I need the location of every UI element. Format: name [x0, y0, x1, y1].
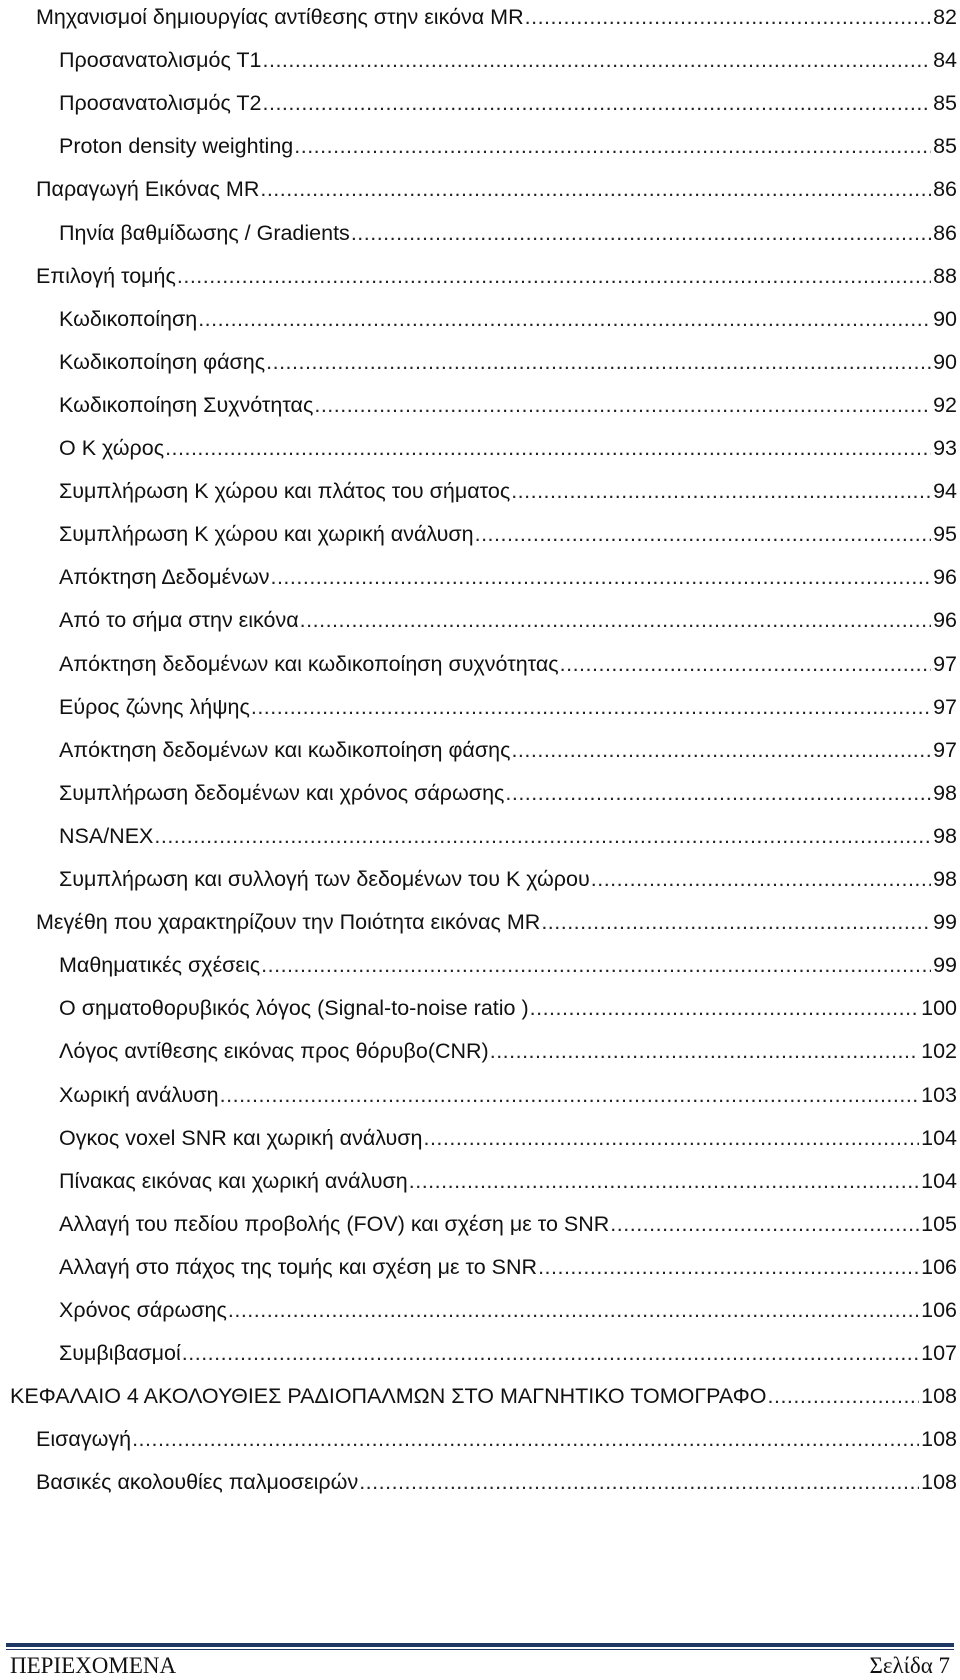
toc-entry[interactable] — [59, 129, 957, 159]
toc-entry-title: Παραγωγή Εικόνας MR — [36, 177, 260, 202]
toc-entry-page: 106 — [921, 1254, 957, 1279]
toc-entry[interactable] — [36, 905, 957, 935]
toc-entry-page: 99 — [933, 910, 957, 935]
toc-entry-title: Απόκτηση δεδομένων και κωδικοποίηση συχνότητας — [59, 651, 559, 676]
toc-entry-title: Μηχανισμοί δημιουργίας αντίθεσης στην εικόνα MR — [36, 5, 524, 29]
toc-entry-title: Μεγέθη που χαρακτηρίζουν την Ποιότητα εικόνας MR — [36, 910, 541, 935]
toc-dot-leader — [475, 521, 931, 547]
toc-entry-page: 105 — [921, 1211, 957, 1236]
toc-dot-leader — [530, 995, 919, 1021]
toc-entry-page: 97 — [933, 694, 957, 719]
toc-dot-leader — [266, 349, 931, 375]
toc-entry[interactable] — [59, 1207, 957, 1237]
toc-entry-page: 107 — [921, 1341, 957, 1366]
toc-entry-title: Επιλογή τομής — [36, 263, 176, 288]
toc-entry-page: 102 — [921, 1039, 957, 1064]
footer-divider — [6, 1643, 954, 1647]
toc-entry[interactable] — [59, 43, 957, 73]
toc-entry-title: Αλλαγή του πεδίου προβολής (FOV) και σχέση με το SNR — [59, 1211, 610, 1236]
toc-entry-page: 88 — [933, 263, 957, 288]
toc-entry-page: 86 — [933, 220, 957, 245]
page-footer — [8, 1652, 952, 1680]
toc-entry-page: 84 — [933, 48, 957, 73]
toc-entry-title: Συμπλήρωση και συλλογή των δεδομένων του Κ χώρου — [59, 867, 590, 891]
toc-entry[interactable] — [59, 733, 957, 763]
toc-entry-title: Ογκος voxel SNR και χωρική ανάλυση — [59, 1125, 423, 1150]
toc-entry[interactable] — [59, 991, 957, 1021]
toc-entry-title: Συμπλήρωση Κ χώρου και χωρική ανάλυση — [59, 522, 474, 547]
toc-entry-page: 90 — [933, 306, 957, 331]
toc-entry-page: 98 — [933, 780, 957, 805]
toc-entry-title: Κωδικοποίηση Συχνότητας — [59, 392, 314, 417]
toc-entry[interactable] — [59, 560, 957, 590]
toc-dot-leader — [409, 1168, 919, 1194]
toc-entry-title: Από το σήμα στην εικόνα — [59, 608, 299, 633]
toc-entry-page: 108 — [921, 1470, 957, 1495]
toc-entry-title: Κωδικοποίηση — [59, 306, 198, 331]
toc-entry[interactable] — [59, 1293, 957, 1323]
toc-dot-leader — [610, 1211, 919, 1237]
toc-entry-title: Απόκτηση Δεδομένων — [59, 565, 270, 590]
toc-dot-leader — [490, 1038, 919, 1064]
toc-entry-page: 98 — [933, 823, 957, 848]
toc-entry-title: Ο Κ χώρος — [59, 436, 165, 460]
toc-dot-leader — [294, 133, 931, 159]
toc-dot-leader — [538, 1254, 919, 1280]
toc-dot-leader — [768, 1383, 920, 1409]
toc-entry-page: 97 — [933, 651, 957, 676]
toc-dot-leader — [263, 47, 932, 73]
toc-entry-page: 85 — [933, 91, 957, 116]
toc-dot-leader — [541, 909, 931, 935]
toc-dot-leader — [154, 823, 931, 849]
toc-entry-page: 90 — [933, 349, 957, 374]
toc-dot-leader — [300, 607, 931, 633]
toc-entry-title: Πίνακας εικόνας και χωρική ανάλυση — [59, 1168, 408, 1193]
toc-entry-page: 96 — [933, 608, 957, 633]
toc-entry-page: 103 — [921, 1082, 957, 1107]
toc-entry-title: Λόγος αντίθεσης εικόνας προς θόρυβο(CNR) — [59, 1039, 489, 1064]
toc-entry[interactable] — [10, 1379, 957, 1409]
toc-entry[interactable] — [59, 216, 957, 246]
toc-entry[interactable] — [59, 690, 957, 720]
toc-entry-page: 85 — [933, 134, 957, 159]
toc-entry[interactable] — [59, 86, 957, 116]
toc-entry-title: Βασικές ακολουθίες παλμοσειρών — [36, 1470, 359, 1495]
toc-entry-title: Αλλαγή στο πάχος της τομής και σχέση με το SNR — [59, 1254, 538, 1279]
footer-section-title: ΠΕΡΙΕΧΟΜΕΝΑ — [10, 1653, 177, 1678]
toc-entry-title: Χωρική ανάλυση — [59, 1082, 219, 1107]
toc-dot-leader — [351, 220, 931, 246]
toc-entry-page: 108 — [921, 1384, 957, 1409]
toc-entry[interactable] — [59, 1078, 957, 1108]
toc-entry[interactable] — [36, 1465, 957, 1495]
toc-entry[interactable] — [59, 1164, 957, 1194]
toc-entry-page: 94 — [933, 479, 957, 504]
toc-dot-leader — [260, 176, 931, 202]
toc-entry[interactable] — [59, 819, 957, 849]
toc-dot-leader — [220, 1082, 919, 1108]
toc-entry[interactable] — [59, 474, 957, 504]
toc-dot-leader — [560, 651, 931, 677]
toc-entry-page: 96 — [933, 565, 957, 590]
toc-dot-leader — [511, 478, 931, 504]
toc-entry-title: Χρόνος σάρωσης — [59, 1298, 227, 1322]
toc-dot-leader — [423, 1125, 919, 1151]
toc-entry[interactable] — [36, 259, 957, 289]
toc-entry-page: 98 — [933, 867, 957, 891]
toc-dot-leader — [270, 564, 931, 590]
toc-dot-leader — [198, 306, 931, 332]
toc-entry[interactable] — [59, 948, 957, 978]
toc-dot-leader — [182, 1340, 919, 1366]
toc-entry-page: 97 — [933, 737, 957, 762]
toc-entry-page: 95 — [933, 522, 957, 547]
toc-entry-title: Πηνία βαθμίδωσης / Gradients — [59, 220, 350, 245]
toc-entry-page: 108 — [921, 1427, 957, 1452]
toc-entry-title: Μαθηματικές σχέσεις — [59, 953, 261, 978]
toc-entry-page: 104 — [921, 1125, 957, 1150]
toc-dot-leader — [263, 90, 932, 116]
toc-entry[interactable] — [59, 647, 957, 677]
toc-dot-leader — [511, 737, 931, 763]
toc-entry[interactable] — [59, 1121, 957, 1151]
toc-dot-leader — [251, 694, 931, 720]
toc-entry[interactable] — [59, 1250, 957, 1280]
toc-entry-page: 106 — [921, 1298, 957, 1322]
toc-entry[interactable] — [59, 431, 957, 461]
footer-divider-thin — [6, 1649, 954, 1650]
toc-entry-title: Proton density weighting — [59, 134, 294, 159]
toc-entry-page: 86 — [933, 177, 957, 202]
toc-entry-page: 104 — [921, 1168, 957, 1193]
toc-dot-leader — [228, 1297, 919, 1323]
toc-entry[interactable] — [59, 302, 957, 332]
toc-entry[interactable] — [59, 776, 957, 806]
toc-entry[interactable] — [36, 172, 957, 202]
toc-entry[interactable] — [59, 603, 957, 633]
toc-entry-page: 92 — [933, 392, 957, 417]
toc-entry-page: 93 — [933, 436, 957, 460]
toc-dot-leader — [505, 780, 931, 806]
toc-entry[interactable] — [36, 1422, 957, 1452]
toc-dot-leader — [525, 4, 931, 30]
toc-dot-leader — [591, 866, 931, 892]
toc-entry[interactable] — [59, 345, 957, 375]
footer-page-number: Σελίδα 7 — [869, 1653, 950, 1678]
toc-dot-leader — [132, 1426, 919, 1452]
toc-entry-title: Κωδικοποίηση φάσης — [59, 349, 266, 374]
toc-dot-leader — [177, 263, 931, 289]
toc-dot-leader — [314, 392, 931, 418]
toc-entry-title: Προσανατολισμός Τ2 — [59, 91, 262, 116]
toc-entry-page: 99 — [933, 953, 957, 978]
toc-entry[interactable] — [59, 1336, 957, 1366]
toc-entry-page: 82 — [933, 5, 957, 29]
toc-entry[interactable] — [59, 862, 957, 892]
toc-entry[interactable] — [59, 388, 957, 418]
toc-entry-page: 100 — [921, 996, 957, 1021]
toc-entry-title: Συμπλήρωση Κ χώρου και πλάτος του σήματος — [59, 479, 511, 504]
toc-entry-title: ΚΕΦΑΛΑΙΟ 4 ΑΚΟΛΟΥΘΙΕΣ ΡΑΔΙΟΠΑΛΜΩΝ ΣΤΟ ΜΑΓΝΗΤΙΚΟ ΤΟΜΟΓΡΑΦΟ — [10, 1384, 767, 1409]
toc-dot-leader — [359, 1469, 919, 1495]
toc-entry-title: Εισαγωγή — [36, 1427, 132, 1452]
toc-dot-leader — [165, 435, 931, 461]
toc-dot-leader — [261, 952, 931, 978]
toc-entry[interactable] — [36, 0, 957, 30]
toc-entry-title: NSA/NEX — [59, 823, 154, 848]
toc-entry-title: Εύρος ζώνης λήψης — [59, 694, 250, 719]
toc-entry-title: Απόκτηση δεδομένων και κωδικοποίηση φάσης — [59, 737, 511, 762]
toc-entry[interactable] — [59, 1034, 957, 1064]
toc-entry-title: Ο σηματοθορυβικός λόγος (Signal-to-noise ratio ) — [59, 996, 529, 1021]
toc-entry-title: Συμπλήρωση δεδομένων και χρόνος σάρωσης — [59, 780, 505, 805]
toc-entry-title: Συμβιβασμοί — [59, 1341, 181, 1366]
toc-entry[interactable] — [59, 517, 957, 547]
toc-entry-title: Προσανατολισμός Τ1 — [59, 48, 262, 73]
